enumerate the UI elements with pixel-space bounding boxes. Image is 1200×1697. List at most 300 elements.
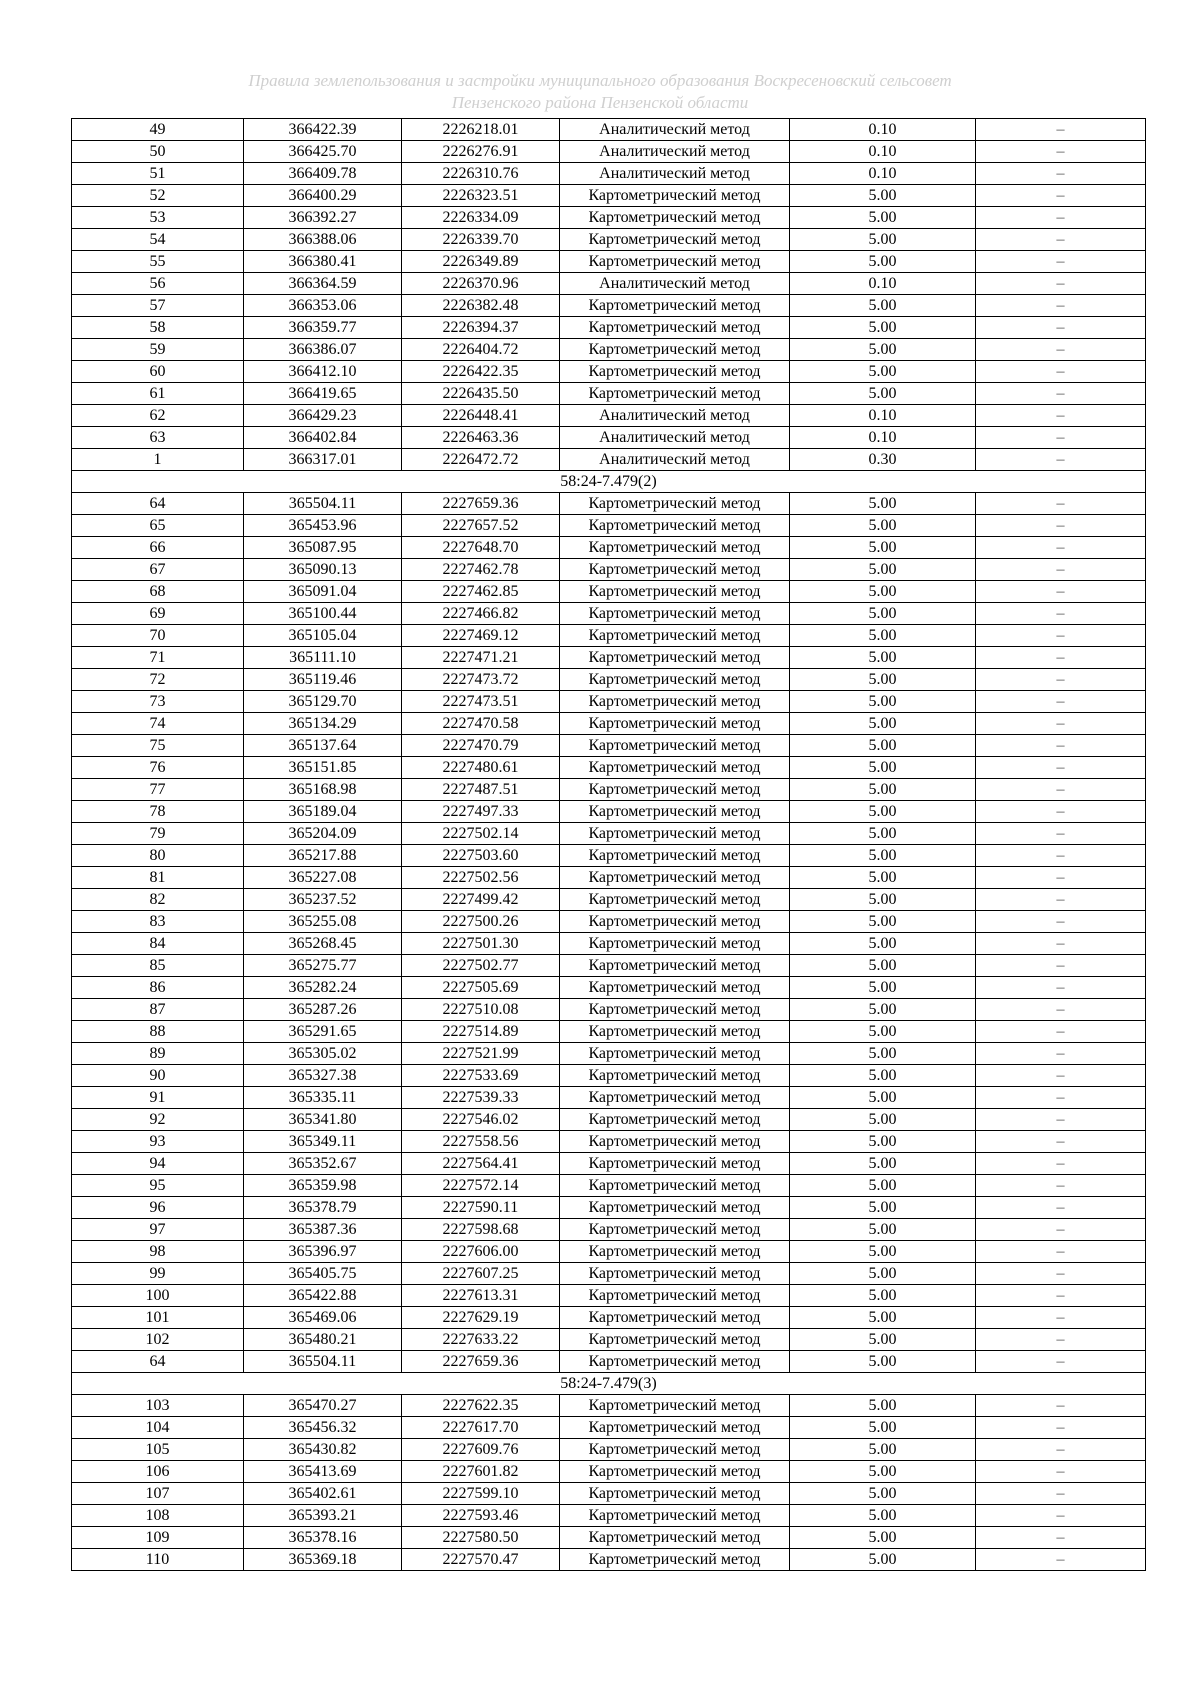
y-coordinate-cell: 2227500.26 (402, 911, 560, 933)
note-cell: – (976, 889, 1146, 911)
accuracy-cell: 0.10 (790, 141, 976, 163)
x-coordinate-cell: 365237.52 (244, 889, 402, 911)
x-coordinate-cell: 366386.07 (244, 339, 402, 361)
coordinates-table-body (72, 119, 1146, 1571)
point-number-cell: 53 (72, 207, 244, 229)
method-cell: Картометрический метод (560, 933, 790, 955)
point-number-cell: 76 (72, 757, 244, 779)
table-row (72, 207, 1146, 229)
x-coordinate-cell: 366429.23 (244, 405, 402, 427)
accuracy-cell: 5.00 (790, 669, 976, 691)
method-cell: Картометрический метод (560, 669, 790, 691)
note-cell: – (976, 317, 1146, 339)
method-cell: Картометрический метод (560, 691, 790, 713)
point-number-cell: 102 (72, 1329, 244, 1351)
point-number-cell: 93 (72, 1131, 244, 1153)
table-row (72, 1263, 1146, 1285)
y-coordinate-cell: 2227659.36 (402, 493, 560, 515)
note-cell: – (976, 625, 1146, 647)
table-row (72, 559, 1146, 581)
accuracy-cell: 5.00 (790, 823, 976, 845)
y-coordinate-cell: 2226435.50 (402, 383, 560, 405)
x-coordinate-cell: 365168.98 (244, 779, 402, 801)
y-coordinate-cell: 2227521.99 (402, 1043, 560, 1065)
y-coordinate-cell: 2227601.82 (402, 1461, 560, 1483)
point-number-cell: 100 (72, 1285, 244, 1307)
x-coordinate-cell: 365129.70 (244, 691, 402, 713)
x-coordinate-cell: 365091.04 (244, 581, 402, 603)
method-cell: Картометрический метод (560, 713, 790, 735)
y-coordinate-cell: 2227659.36 (402, 1351, 560, 1373)
x-coordinate-cell: 366412.10 (244, 361, 402, 383)
note-cell: – (976, 581, 1146, 603)
y-coordinate-cell: 2226422.35 (402, 361, 560, 383)
accuracy-cell: 5.00 (790, 1241, 976, 1263)
note-cell: – (976, 1087, 1146, 1109)
header-line-1: Правила землепользования и застройки муниципального образования Воскресеновский сельсовет (248, 71, 952, 90)
accuracy-cell: 5.00 (790, 1087, 976, 1109)
table-row (72, 1439, 1146, 1461)
section-label: 58:24-7.479(2) (72, 471, 1146, 493)
table-row (72, 427, 1146, 449)
accuracy-cell: 5.00 (790, 625, 976, 647)
note-cell: – (976, 999, 1146, 1021)
note-cell: – (976, 1021, 1146, 1043)
table-row (72, 977, 1146, 999)
x-coordinate-cell: 366388.06 (244, 229, 402, 251)
note-cell: – (976, 339, 1146, 361)
point-number-cell: 89 (72, 1043, 244, 1065)
accuracy-cell: 0.10 (790, 405, 976, 427)
note-cell: – (976, 1175, 1146, 1197)
point-number-cell: 110 (72, 1549, 244, 1571)
table-row (72, 163, 1146, 185)
table-row (72, 1395, 1146, 1417)
point-number-cell: 106 (72, 1461, 244, 1483)
point-number-cell: 64 (72, 1351, 244, 1373)
point-number-cell: 105 (72, 1439, 244, 1461)
accuracy-cell: 5.00 (790, 493, 976, 515)
accuracy-cell: 5.00 (790, 581, 976, 603)
y-coordinate-cell: 2226472.72 (402, 449, 560, 471)
x-coordinate-cell: 365359.98 (244, 1175, 402, 1197)
method-cell: Картометрический метод (560, 801, 790, 823)
point-number-cell: 58 (72, 317, 244, 339)
point-number-cell: 91 (72, 1087, 244, 1109)
note-cell: – (976, 1395, 1146, 1417)
point-number-cell: 99 (72, 1263, 244, 1285)
method-cell: Картометрический метод (560, 1241, 790, 1263)
x-coordinate-cell: 365305.02 (244, 1043, 402, 1065)
table-row (72, 185, 1146, 207)
note-cell: – (976, 955, 1146, 977)
accuracy-cell: 5.00 (790, 317, 976, 339)
table-row (72, 1197, 1146, 1219)
accuracy-cell: 5.00 (790, 735, 976, 757)
note-cell: – (976, 207, 1146, 229)
note-cell: – (976, 405, 1146, 427)
point-number-cell: 88 (72, 1021, 244, 1043)
note-cell: – (976, 1417, 1146, 1439)
x-coordinate-cell: 365504.11 (244, 493, 402, 515)
method-cell: Картометрический метод (560, 515, 790, 537)
accuracy-cell: 5.00 (790, 1527, 976, 1549)
y-coordinate-cell: 2227533.69 (402, 1065, 560, 1087)
note-cell: – (976, 779, 1146, 801)
note-cell: – (976, 823, 1146, 845)
x-coordinate-cell: 365087.95 (244, 537, 402, 559)
table-row (72, 1527, 1146, 1549)
method-cell: Аналитический метод (560, 449, 790, 471)
method-cell: Картометрический метод (560, 361, 790, 383)
point-number-cell: 101 (72, 1307, 244, 1329)
note-cell: – (976, 1351, 1146, 1373)
section-label: 58:24-7.479(3) (72, 1373, 1146, 1395)
note-cell: – (976, 163, 1146, 185)
method-cell: Картометрический метод (560, 1417, 790, 1439)
table-row (72, 1021, 1146, 1043)
point-number-cell: 72 (72, 669, 244, 691)
x-coordinate-cell: 365469.06 (244, 1307, 402, 1329)
table-row (72, 603, 1146, 625)
note-cell: – (976, 801, 1146, 823)
y-coordinate-cell: 2227570.47 (402, 1549, 560, 1571)
x-coordinate-cell: 365413.69 (244, 1461, 402, 1483)
note-cell: – (976, 295, 1146, 317)
table-row (72, 1043, 1146, 1065)
accuracy-cell: 0.10 (790, 427, 976, 449)
y-coordinate-cell: 2227499.42 (402, 889, 560, 911)
table-row (72, 779, 1146, 801)
y-coordinate-cell: 2227503.60 (402, 845, 560, 867)
method-cell: Картометрический метод (560, 603, 790, 625)
accuracy-cell: 5.00 (790, 603, 976, 625)
point-number-cell: 83 (72, 911, 244, 933)
y-coordinate-cell: 2227564.41 (402, 1153, 560, 1175)
x-coordinate-cell: 365405.75 (244, 1263, 402, 1285)
accuracy-cell: 0.10 (790, 163, 976, 185)
x-coordinate-cell: 366317.01 (244, 449, 402, 471)
note-cell: – (976, 185, 1146, 207)
point-number-cell: 51 (72, 163, 244, 185)
x-coordinate-cell: 365378.79 (244, 1197, 402, 1219)
x-coordinate-cell: 366402.84 (244, 427, 402, 449)
method-cell: Картометрический метод (560, 207, 790, 229)
method-cell: Картометрический метод (560, 1197, 790, 1219)
accuracy-cell: 5.00 (790, 515, 976, 537)
note-cell: – (976, 537, 1146, 559)
method-cell: Картометрический метод (560, 1285, 790, 1307)
y-coordinate-cell: 2227539.33 (402, 1087, 560, 1109)
y-coordinate-cell: 2227466.82 (402, 603, 560, 625)
table-row (72, 1131, 1146, 1153)
accuracy-cell: 5.00 (790, 1329, 976, 1351)
point-number-cell: 86 (72, 977, 244, 999)
accuracy-cell: 5.00 (790, 977, 976, 999)
method-cell: Картометрический метод (560, 581, 790, 603)
method-cell: Картометрический метод (560, 625, 790, 647)
x-coordinate-cell: 365327.38 (244, 1065, 402, 1087)
table-row (72, 361, 1146, 383)
x-coordinate-cell: 365387.36 (244, 1219, 402, 1241)
accuracy-cell: 5.00 (790, 339, 976, 361)
coordinates-table (71, 118, 1146, 1571)
table-row (72, 1219, 1146, 1241)
x-coordinate-cell: 365378.16 (244, 1527, 402, 1549)
point-number-cell: 107 (72, 1483, 244, 1505)
y-coordinate-cell: 2227487.51 (402, 779, 560, 801)
y-coordinate-cell: 2227606.00 (402, 1241, 560, 1263)
y-coordinate-cell: 2227593.46 (402, 1505, 560, 1527)
point-number-cell: 65 (72, 515, 244, 537)
note-cell: – (976, 1065, 1146, 1087)
point-number-cell: 67 (72, 559, 244, 581)
point-number-cell: 71 (72, 647, 244, 669)
table-row (72, 449, 1146, 471)
point-number-cell: 78 (72, 801, 244, 823)
y-coordinate-cell: 2227609.76 (402, 1439, 560, 1461)
table-row (72, 339, 1146, 361)
table-row (72, 537, 1146, 559)
x-coordinate-cell: 365470.27 (244, 1395, 402, 1417)
y-coordinate-cell: 2227580.50 (402, 1527, 560, 1549)
method-cell: Картометрический метод (560, 823, 790, 845)
y-coordinate-cell: 2227599.10 (402, 1483, 560, 1505)
x-coordinate-cell: 365352.67 (244, 1153, 402, 1175)
point-number-cell: 61 (72, 383, 244, 405)
table-row (72, 1549, 1146, 1571)
table-row (72, 955, 1146, 977)
method-cell: Картометрический метод (560, 845, 790, 867)
y-coordinate-cell: 2226394.37 (402, 317, 560, 339)
point-number-cell: 104 (72, 1417, 244, 1439)
table-row (72, 229, 1146, 251)
note-cell: – (976, 735, 1146, 757)
accuracy-cell: 5.00 (790, 1175, 976, 1197)
point-number-cell: 97 (72, 1219, 244, 1241)
y-coordinate-cell: 2227473.72 (402, 669, 560, 691)
note-cell: – (976, 1153, 1146, 1175)
note-cell: – (976, 933, 1146, 955)
table-row (72, 1109, 1146, 1131)
y-coordinate-cell: 2227514.89 (402, 1021, 560, 1043)
y-coordinate-cell: 2227598.68 (402, 1219, 560, 1241)
method-cell: Картометрический метод (560, 251, 790, 273)
table-row (72, 1417, 1146, 1439)
x-coordinate-cell: 366409.78 (244, 163, 402, 185)
table-row (72, 1285, 1146, 1307)
method-cell: Аналитический метод (560, 141, 790, 163)
accuracy-cell: 5.00 (790, 647, 976, 669)
y-coordinate-cell: 2226370.96 (402, 273, 560, 295)
table-row (72, 713, 1146, 735)
x-coordinate-cell: 366353.06 (244, 295, 402, 317)
y-coordinate-cell: 2227470.79 (402, 735, 560, 757)
note-cell: – (976, 361, 1146, 383)
table-row (72, 493, 1146, 515)
x-coordinate-cell: 365151.85 (244, 757, 402, 779)
y-coordinate-cell: 2227613.31 (402, 1285, 560, 1307)
accuracy-cell: 5.00 (790, 867, 976, 889)
point-number-cell: 54 (72, 229, 244, 251)
method-cell: Картометрический метод (560, 1153, 790, 1175)
x-coordinate-cell: 365349.11 (244, 1131, 402, 1153)
y-coordinate-cell: 2227590.11 (402, 1197, 560, 1219)
note-cell: – (976, 867, 1146, 889)
accuracy-cell: 5.00 (790, 1043, 976, 1065)
table-row (72, 515, 1146, 537)
y-coordinate-cell: 2226334.09 (402, 207, 560, 229)
x-coordinate-cell: 365402.61 (244, 1483, 402, 1505)
method-cell: Картометрический метод (560, 185, 790, 207)
x-coordinate-cell: 365504.11 (244, 1351, 402, 1373)
accuracy-cell: 5.00 (790, 1021, 976, 1043)
x-coordinate-cell: 365204.09 (244, 823, 402, 845)
accuracy-cell: 5.00 (790, 1395, 976, 1417)
accuracy-cell: 5.00 (790, 933, 976, 955)
accuracy-cell: 5.00 (790, 801, 976, 823)
point-number-cell: 70 (72, 625, 244, 647)
x-coordinate-cell: 365369.18 (244, 1549, 402, 1571)
point-number-cell: 92 (72, 1109, 244, 1131)
table-row (72, 1351, 1146, 1373)
accuracy-cell: 5.00 (790, 1219, 976, 1241)
point-number-cell: 68 (72, 581, 244, 603)
table-row (72, 691, 1146, 713)
point-number-cell: 94 (72, 1153, 244, 1175)
point-number-cell: 66 (72, 537, 244, 559)
accuracy-cell: 5.00 (790, 1417, 976, 1439)
point-number-cell: 63 (72, 427, 244, 449)
x-coordinate-cell: 365090.13 (244, 559, 402, 581)
note-cell: – (976, 1241, 1146, 1263)
table-row (72, 933, 1146, 955)
accuracy-cell: 5.00 (790, 537, 976, 559)
x-coordinate-cell: 365134.29 (244, 713, 402, 735)
x-coordinate-cell: 366364.59 (244, 273, 402, 295)
point-number-cell: 81 (72, 867, 244, 889)
point-number-cell: 87 (72, 999, 244, 1021)
method-cell: Картометрический метод (560, 999, 790, 1021)
point-number-cell: 75 (72, 735, 244, 757)
accuracy-cell: 5.00 (790, 1351, 976, 1373)
accuracy-cell: 5.00 (790, 1549, 976, 1571)
accuracy-cell: 5.00 (790, 1131, 976, 1153)
accuracy-cell: 5.00 (790, 207, 976, 229)
point-number-cell: 103 (72, 1395, 244, 1417)
method-cell: Картометрический метод (560, 1131, 790, 1153)
table-row (72, 251, 1146, 273)
point-number-cell: 50 (72, 141, 244, 163)
accuracy-cell: 5.00 (790, 229, 976, 251)
y-coordinate-cell: 2227648.70 (402, 537, 560, 559)
note-cell: – (976, 757, 1146, 779)
table-row (72, 141, 1146, 163)
table-row (72, 867, 1146, 889)
accuracy-cell: 5.00 (790, 691, 976, 713)
accuracy-cell: 0.10 (790, 273, 976, 295)
method-cell: Картометрический метод (560, 779, 790, 801)
note-cell: – (976, 273, 1146, 295)
accuracy-cell: 5.00 (790, 1263, 976, 1285)
point-number-cell: 82 (72, 889, 244, 911)
accuracy-cell: 5.00 (790, 1065, 976, 1087)
accuracy-cell: 5.00 (790, 889, 976, 911)
table-row (72, 1241, 1146, 1263)
accuracy-cell: 5.00 (790, 251, 976, 273)
method-cell: Картометрический метод (560, 867, 790, 889)
method-cell: Картометрический метод (560, 1549, 790, 1571)
x-coordinate-cell: 365282.24 (244, 977, 402, 999)
x-coordinate-cell: 365111.10 (244, 647, 402, 669)
table-row (72, 1065, 1146, 1087)
table-row (72, 1461, 1146, 1483)
point-number-cell: 56 (72, 273, 244, 295)
x-coordinate-cell: 365189.04 (244, 801, 402, 823)
method-cell: Картометрический метод (560, 1175, 790, 1197)
accuracy-cell: 5.00 (790, 713, 976, 735)
note-cell: – (976, 845, 1146, 867)
y-coordinate-cell: 2226463.36 (402, 427, 560, 449)
section-header-row (72, 471, 1146, 493)
point-number-cell: 90 (72, 1065, 244, 1087)
note-cell: – (976, 251, 1146, 273)
note-cell: – (976, 559, 1146, 581)
y-coordinate-cell: 2227633.22 (402, 1329, 560, 1351)
method-cell: Аналитический метод (560, 163, 790, 185)
note-cell: – (976, 1329, 1146, 1351)
note-cell: – (976, 1483, 1146, 1505)
accuracy-cell: 5.00 (790, 185, 976, 207)
note-cell: – (976, 449, 1146, 471)
y-coordinate-cell: 2226276.91 (402, 141, 560, 163)
accuracy-cell: 5.00 (790, 1285, 976, 1307)
method-cell: Картометрический метод (560, 1527, 790, 1549)
point-number-cell: 64 (72, 493, 244, 515)
method-cell: Картометрический метод (560, 1087, 790, 1109)
accuracy-cell: 5.00 (790, 779, 976, 801)
page-header (0, 70, 1200, 114)
y-coordinate-cell: 2227505.69 (402, 977, 560, 999)
header-line-2: Пензенского района Пензенской области (451, 93, 749, 112)
method-cell: Картометрический метод (560, 889, 790, 911)
point-number-cell: 55 (72, 251, 244, 273)
accuracy-cell: 5.00 (790, 1505, 976, 1527)
method-cell: Картометрический метод (560, 955, 790, 977)
accuracy-cell: 0.30 (790, 449, 976, 471)
accuracy-cell: 5.00 (790, 955, 976, 977)
y-coordinate-cell: 2226310.76 (402, 163, 560, 185)
x-coordinate-cell: 365422.88 (244, 1285, 402, 1307)
table-row (72, 405, 1146, 427)
table-row (72, 1153, 1146, 1175)
method-cell: Картометрический метод (560, 1395, 790, 1417)
y-coordinate-cell: 2227502.14 (402, 823, 560, 845)
method-cell: Картометрический метод (560, 1307, 790, 1329)
method-cell: Картометрический метод (560, 317, 790, 339)
method-cell: Картометрический метод (560, 735, 790, 757)
method-cell: Картометрический метод (560, 1351, 790, 1373)
point-number-cell: 73 (72, 691, 244, 713)
method-cell: Картометрический метод (560, 647, 790, 669)
method-cell: Картометрический метод (560, 1505, 790, 1527)
table-row (72, 735, 1146, 757)
table-row (72, 999, 1146, 1021)
note-cell: – (976, 383, 1146, 405)
x-coordinate-cell: 365396.97 (244, 1241, 402, 1263)
note-cell: – (976, 1461, 1146, 1483)
point-number-cell: 80 (72, 845, 244, 867)
